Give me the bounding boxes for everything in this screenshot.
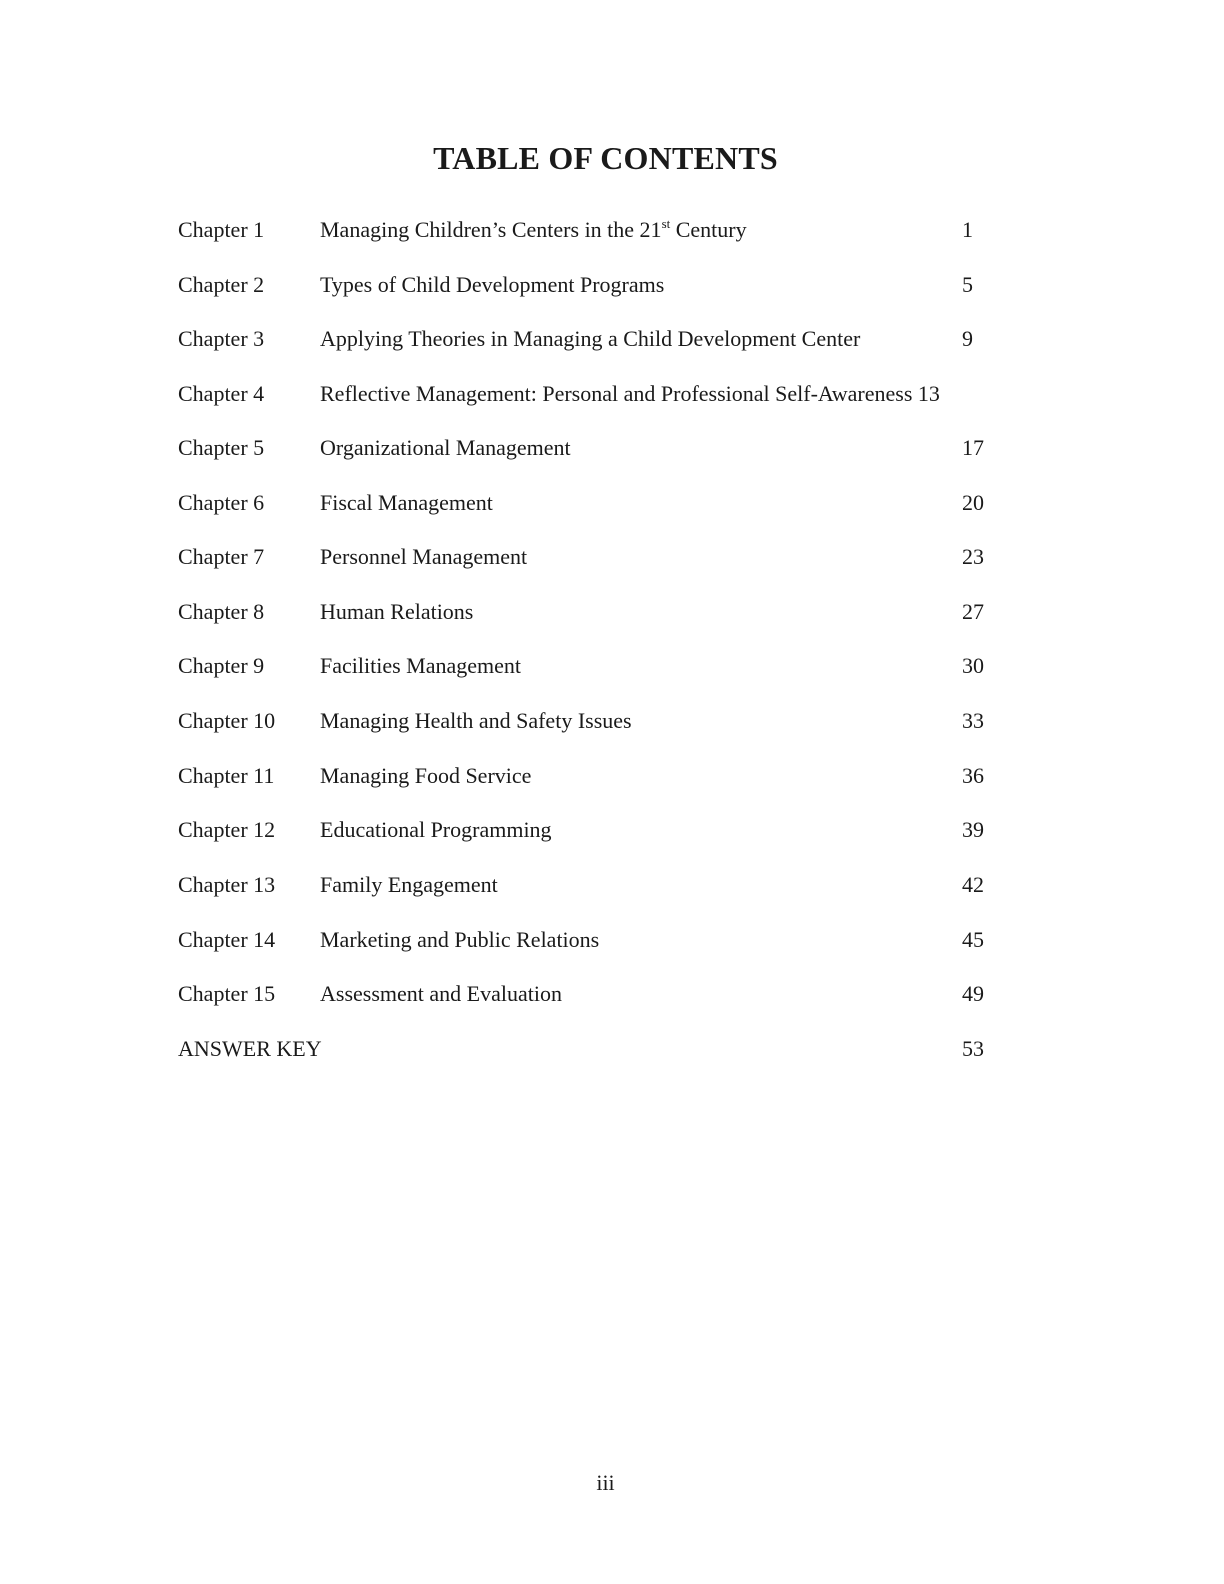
toc-entry-chapter-3[interactable]	[0, 323, 1224, 355]
toc-entry-chapter-14[interactable]	[0, 924, 1224, 956]
toc-chapter-title: Personnel Management	[320, 544, 528, 569]
toc-chapter-title: Human Relations	[320, 599, 474, 624]
toc-page-number: 17	[962, 435, 984, 460]
toc-chapter-title	[320, 214, 747, 246]
page-title: TABLE OF CONTENTS	[433, 140, 778, 176]
toc-entry-chapter-8[interactable]	[0, 596, 1224, 628]
toc-page-number: 53	[962, 1036, 984, 1061]
toc-chapter-title: Educational Programming	[320, 817, 552, 842]
toc-entry-chapter-2[interactable]	[0, 269, 1224, 301]
toc-entry-chapter-6[interactable]	[0, 487, 1224, 519]
toc-title-text-end: Century	[670, 217, 747, 242]
toc-page-number: 27	[962, 599, 984, 624]
toc-chapter-label: Chapter 10	[178, 708, 276, 733]
toc-page-number: 42	[962, 872, 984, 897]
toc-chapter-title: Fiscal Management	[320, 490, 493, 515]
toc-chapter-title: Managing Health and Safety Issues	[320, 708, 632, 733]
toc-chapter-title: Facilities Management	[320, 653, 521, 678]
page-number: iii	[596, 1470, 615, 1495]
toc-entry-chapter-10[interactable]	[0, 705, 1224, 737]
toc-chapter-title: Assessment and Evaluation	[320, 981, 562, 1006]
toc-title-text: Managing Children’s Centers in the 21	[320, 217, 662, 242]
toc-chapter-title: Types of Child Development Programs	[320, 272, 665, 297]
toc-chapter-title: Applying Theories in Managing a Child Development Center	[320, 326, 861, 351]
toc-chapter-label: Chapter 1	[178, 217, 265, 242]
toc-chapter-title: Organizational Management	[320, 435, 571, 460]
toc-chapter-label: Chapter 15	[178, 981, 276, 1006]
toc-page-number: 45	[962, 927, 984, 952]
answer-key-label: ANSWER KEY	[178, 1036, 322, 1061]
toc-page-number: 49	[962, 981, 984, 1006]
toc-entry-chapter-11[interactable]	[0, 760, 1224, 792]
toc-chapter-label: Chapter 2	[178, 272, 265, 297]
toc-entry-chapter-9[interactable]	[0, 650, 1224, 682]
toc-entry-chapter-15[interactable]	[0, 978, 1224, 1010]
toc-page-number: 39	[962, 817, 984, 842]
toc-chapter-label: Chapter 8	[178, 599, 265, 624]
toc-entry-chapter-1[interactable]	[0, 214, 1224, 246]
toc-page-number: 5	[962, 272, 973, 297]
toc-chapter-label: Chapter 14	[178, 927, 276, 952]
toc-title-superscript: st	[661, 216, 671, 231]
toc-chapter-label: Chapter 3	[178, 326, 265, 351]
toc-page-number: 36	[962, 763, 984, 788]
toc-page-number: 1	[962, 217, 973, 242]
toc-page-number: 9	[962, 326, 973, 351]
toc-entry-chapter-5[interactable]	[0, 432, 1224, 464]
toc-page-number: 23	[962, 544, 984, 569]
toc-chapter-label: Chapter 7	[178, 544, 265, 569]
toc-page-number: 30	[962, 653, 984, 678]
toc-chapter-label: Chapter 5	[178, 435, 265, 460]
toc-entry-chapter-13[interactable]	[0, 869, 1224, 901]
toc-page-number: 20	[962, 490, 984, 515]
toc-chapter-label: Chapter 4	[178, 381, 265, 406]
toc-chapter-label: Chapter 13	[178, 872, 276, 897]
toc-entry-chapter-7[interactable]	[0, 541, 1224, 573]
toc-page-number: 33	[962, 708, 984, 733]
toc-entry-chapter-12[interactable]	[0, 814, 1224, 846]
toc-chapter-title: Reflective Management: Personal and Professional Self-Awareness 13	[320, 381, 940, 406]
toc-chapter-title: Family Engagement	[320, 872, 498, 897]
toc-entry-answer-key[interactable]	[0, 1033, 1224, 1065]
toc-entry-chapter-4[interactable]	[0, 378, 1224, 410]
toc-chapter-label: Chapter 12	[178, 817, 276, 842]
toc-chapter-label: Chapter 11	[178, 763, 275, 788]
toc-chapter-title: Marketing and Public Relations	[320, 927, 600, 952]
toc-chapter-label: Chapter 6	[178, 490, 265, 515]
toc-chapter-label: Chapter 9	[178, 653, 265, 678]
toc-chapter-title: Managing Food Service	[320, 763, 532, 788]
